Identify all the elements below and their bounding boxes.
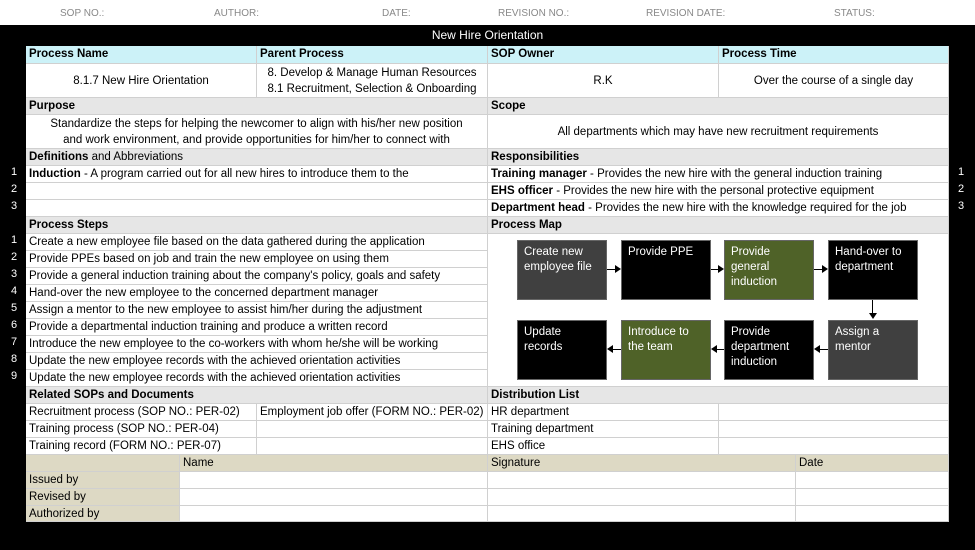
responsibility-row: [488, 183, 949, 200]
purpose-line: Standardize the steps for helping the newcomer to align with his/her new position: [50, 118, 463, 130]
process-name-value: 8.1.7 New Hire Orientation: [26, 64, 257, 98]
step-number: 4: [10, 285, 18, 297]
purpose-line: and work environment, and provide opportunities for him/her to connect with: [63, 134, 450, 146]
related-docs-header: Related SOPs and Documents: [26, 387, 488, 404]
process-name-header: Process Name: [26, 46, 257, 64]
distribution-header: Distribution List: [488, 387, 949, 404]
signoff-date-cell[interactable]: [796, 506, 949, 522]
step-number: 8: [10, 353, 18, 365]
related-doc: Employment job offer (FORM NO.: PER-02): [257, 404, 488, 421]
signoff-corner: [26, 455, 180, 472]
related-doc: Training record (FORM NO.: PER-07): [26, 438, 257, 455]
page-title: New Hire Orientation: [0, 25, 975, 45]
responsibility-role: Department head: [491, 202, 585, 214]
definition-row: [26, 183, 488, 200]
revision-date-label: REVISION DATE:: [646, 8, 726, 19]
map-box-hand-over: Hand-over to department: [828, 240, 918, 300]
definitions-header-rest: and Abbreviations: [88, 151, 184, 163]
responsibility-text: - Provides the new hire with the personal protective equipment: [553, 185, 874, 197]
signoff-date-cell[interactable]: [796, 489, 949, 506]
related-doc: [257, 438, 488, 455]
definition-number: 3: [10, 200, 18, 212]
distribution-empty: [719, 421, 949, 438]
purpose-text: [26, 115, 488, 149]
responsibility-text: - Provides the new hire with the knowledge required for the job: [584, 202, 907, 214]
process-step: Provide a departmental induction training and produce a written record: [26, 319, 488, 336]
definition-number: 2: [10, 183, 18, 195]
map-box-department-induction: Provide department induction: [724, 320, 814, 380]
arrow-line: [717, 349, 724, 350]
process-step: Update the new employee records with the achieved orientation activities: [26, 370, 488, 387]
signoff-name-cell[interactable]: [180, 506, 488, 522]
sop-owner-value: R.K: [488, 64, 719, 98]
step-number: 2: [10, 251, 18, 263]
map-box-assign-mentor: Assign a mentor: [828, 320, 918, 380]
signoff-signature-cell[interactable]: [488, 472, 796, 489]
process-step: Assign a mentor to the new employee to assist him/her during the adjustment: [26, 302, 488, 319]
signoff-date-cell[interactable]: [796, 472, 949, 489]
parent-process-value: [257, 64, 488, 98]
arrow-line: [814, 269, 822, 270]
purpose-header: Purpose: [26, 98, 488, 115]
signoff-name-cell[interactable]: [180, 489, 488, 506]
signoff-name-header: Name: [180, 455, 488, 472]
process-steps-header: Process Steps: [26, 217, 488, 234]
arrow-down-icon: [869, 313, 877, 319]
signoff-row-label: Revised by: [26, 489, 180, 506]
parent-process-header: Parent Process: [257, 46, 488, 64]
step-number: 1: [10, 234, 18, 246]
responsibility-role: EHS officer: [491, 185, 553, 197]
distribution-empty: [719, 438, 949, 455]
responsibility-text: - Provides the new hire with the general induction training: [586, 168, 883, 180]
revision-no-label: REVISION NO.:: [498, 8, 570, 19]
signoff-name-cell[interactable]: [180, 472, 488, 489]
process-time-header: Process Time: [719, 46, 949, 64]
signoff-signature-header: Signature: [488, 455, 796, 472]
map-box-general-induction: Provide general induction: [724, 240, 814, 300]
parent-process-line: 8. Develop & Manage Human Resources: [267, 67, 477, 79]
distribution-empty: [719, 404, 949, 421]
signoff-signature-cell[interactable]: [488, 506, 796, 522]
step-number: 7: [10, 336, 18, 348]
status-label: STATUS:: [834, 8, 875, 19]
responsibility-number: 1: [957, 166, 965, 178]
responsibility-number: 2: [957, 183, 965, 195]
signoff-row-label: Authorized by: [26, 506, 180, 522]
sop-no-label: SOP NO.:: [60, 8, 105, 19]
distribution-item: EHS office: [488, 438, 719, 455]
process-step: Update the new employee records with the achieved orientation activities: [26, 353, 488, 370]
distribution-item: HR department: [488, 404, 719, 421]
arrow-line: [872, 300, 873, 314]
distribution-item: Training department: [488, 421, 719, 438]
responsibility-row: [488, 200, 949, 217]
map-box-update-records: Update records: [517, 320, 607, 380]
definition-row: [26, 166, 488, 183]
parent-process-line: 8.1 Recruitment, Selection & Onboarding: [267, 83, 477, 95]
process-step: Provide PPEs based on job and train the new employee on using them: [26, 251, 488, 268]
map-box-provide-ppe: Provide PPE: [621, 240, 711, 300]
sop-sheet: [26, 46, 949, 522]
definitions-header-bold: Definitions: [29, 151, 89, 163]
arrow-right-icon: [615, 265, 621, 273]
definition-text: - A program carried out for all new hires to introduce them to the: [80, 168, 409, 180]
related-doc: [257, 421, 488, 438]
scope-header: Scope: [488, 98, 949, 115]
responsibilities-header: Responsibilities: [488, 149, 949, 166]
definition-term: Induction: [29, 168, 81, 180]
process-step: Hand-over the new employee to the concerned department manager: [26, 285, 488, 302]
step-number: 6: [10, 319, 18, 331]
process-time-value: Over the course of a single day: [719, 64, 949, 98]
arrow-line: [711, 269, 718, 270]
date-label: DATE:: [382, 8, 411, 19]
related-doc: Recruitment process (SOP NO.: PER-02): [26, 404, 257, 421]
signoff-signature-cell[interactable]: [488, 489, 796, 506]
definition-row: [26, 200, 488, 217]
map-box-create-file: Create new employee file: [517, 240, 607, 300]
step-number: 9: [10, 370, 18, 382]
signoff-date-header: Date: [796, 455, 949, 472]
related-doc: Training process (SOP NO.: PER-04): [26, 421, 257, 438]
responsibility-number: 3: [957, 200, 965, 212]
responsibility-row: [488, 166, 949, 183]
sop-header-strip: [0, 0, 975, 25]
arrow-line: [613, 349, 621, 350]
process-step: Introduce the new employee to the co-workers with whom he/she will be working: [26, 336, 488, 353]
step-number: 5: [10, 302, 18, 314]
process-step: Create a new employee file based on the data gathered during the application: [26, 234, 488, 251]
process-map-header: Process Map: [488, 217, 949, 234]
responsibility-role: Training manager: [491, 168, 587, 180]
map-box-introduce-team: Introduce to the team: [621, 320, 711, 380]
arrow-line: [607, 269, 615, 270]
arrow-right-icon: [718, 265, 724, 273]
sop-owner-header: SOP Owner: [488, 46, 719, 64]
definition-number: 1: [10, 166, 18, 178]
scope-text: All departments which may have new recruitment requirements: [488, 115, 949, 149]
signoff-row-label: Issued by: [26, 472, 180, 489]
step-number: 3: [10, 268, 18, 280]
author-label: AUTHOR:: [214, 8, 259, 19]
process-step: Provide a general induction training about the company's policy, goals and safety: [26, 268, 488, 285]
arrow-line: [820, 349, 828, 350]
arrow-right-icon: [822, 265, 828, 273]
definitions-header: [26, 149, 488, 166]
